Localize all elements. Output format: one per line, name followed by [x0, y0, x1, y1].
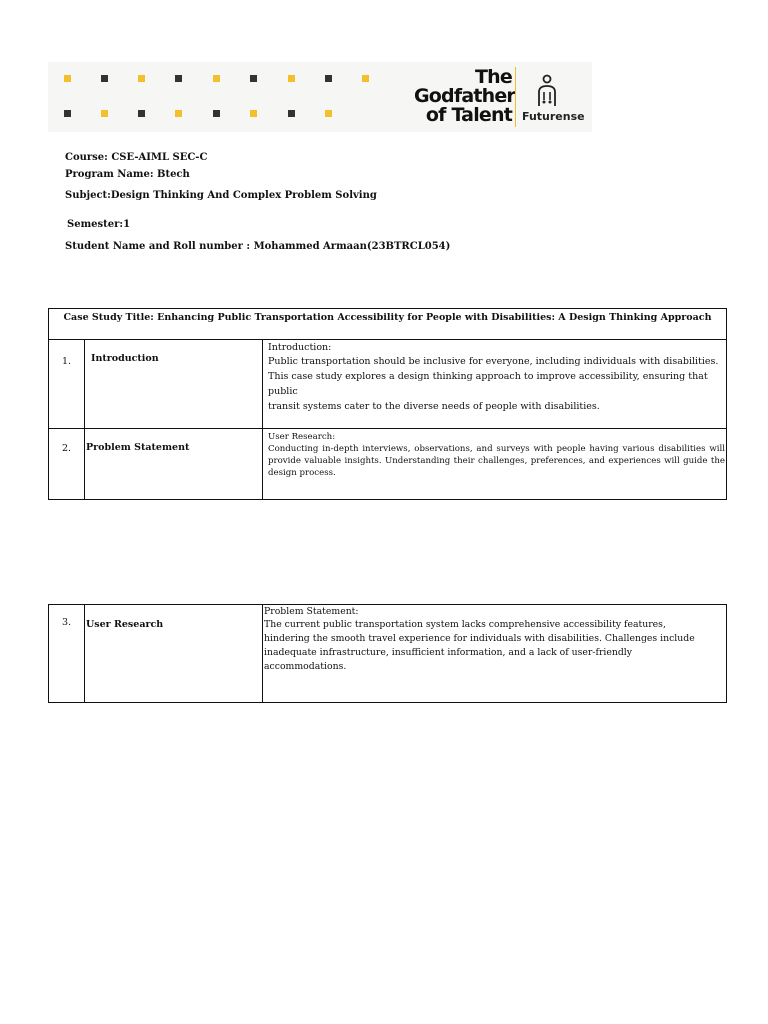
table-title-row	[49, 309, 727, 340]
row-label: User Research	[85, 605, 263, 703]
content-heading: User Research:	[268, 432, 336, 442]
content-line: inadequate infrastructure, insufficient information, and a lack of user-friendly	[264, 647, 633, 658]
row-number: 1.	[49, 340, 85, 429]
table-row	[49, 605, 727, 703]
row-number: 2.	[49, 429, 85, 500]
decor-square	[175, 75, 182, 82]
row-label: Problem Statement	[85, 429, 263, 500]
semester-line: Semester:1	[67, 219, 131, 230]
content-line: Public transportation should be inclusive for everyone, including individuals with disabilities.	[268, 356, 719, 367]
decor-square	[101, 110, 108, 117]
table-row	[49, 340, 727, 429]
brand-line-3: of Talent	[425, 104, 512, 126]
table-row	[49, 429, 727, 500]
decor-square	[325, 110, 332, 117]
decor-square	[325, 75, 332, 82]
brand-divider	[515, 67, 516, 127]
row-content	[263, 340, 727, 429]
decor-square	[138, 110, 145, 117]
decor-square	[64, 110, 71, 117]
course-line: Course: CSE-AIML SEC-C	[65, 152, 208, 163]
brand-line-2: Godfather	[414, 85, 516, 107]
decor-square	[250, 75, 257, 82]
brand-tagline	[414, 66, 516, 126]
decor-square	[213, 110, 220, 117]
case-study-title: Case Study Title: Enhancing Public Transportation Accessibility for People with Disabilities: A Design Thinking Approach	[49, 309, 727, 340]
brand-name: Futurense	[522, 110, 585, 123]
row-label: Introduction	[85, 340, 263, 429]
header-banner	[48, 62, 592, 132]
decor-square	[288, 75, 295, 82]
decor-square	[213, 75, 220, 82]
content-line: hindering the smooth travel experience for individuals with disabilities. Challenges include	[264, 633, 695, 644]
futurense-logo-icon	[536, 74, 558, 108]
decor-square	[101, 75, 108, 82]
brand-line-1: The	[475, 66, 512, 88]
subject-line: Subject:Design Thinking And Complex Problem Solving	[65, 190, 377, 201]
content-line: The current public transportation system lacks comprehensive accessibility features,	[264, 619, 666, 630]
case-study-table-continued	[48, 604, 727, 703]
decor-square	[362, 75, 369, 82]
content-line: transit systems cater to the diverse needs of people with disabilities.	[268, 401, 600, 412]
decor-square	[288, 110, 295, 117]
decor-square	[175, 110, 182, 117]
content-line: This case study explores a design thinking approach to improve accessibility, ensuring that public	[268, 371, 708, 397]
decor-square	[138, 75, 145, 82]
row-content	[263, 429, 727, 500]
decor-square	[64, 75, 71, 82]
decor-square	[250, 110, 257, 117]
content-line: accommodations.	[264, 661, 347, 672]
student-line: Student Name and Roll number : Mohammed Armaan(23BTRCL054)	[65, 241, 451, 252]
row-content	[263, 605, 727, 703]
content-heading: Introduction:	[268, 342, 332, 353]
content-heading: Problem Statement:	[264, 606, 359, 617]
case-study-table	[48, 308, 727, 500]
row-number: 3.	[49, 605, 85, 703]
content-paragraph: Conducting in-depth interviews, observations, and surveys with people having various disabilities will provide valuable insights. Understanding their challenges, preferences, and experiences will guide the design process.	[268, 444, 725, 478]
program-line: Program Name: Btech	[65, 169, 190, 180]
